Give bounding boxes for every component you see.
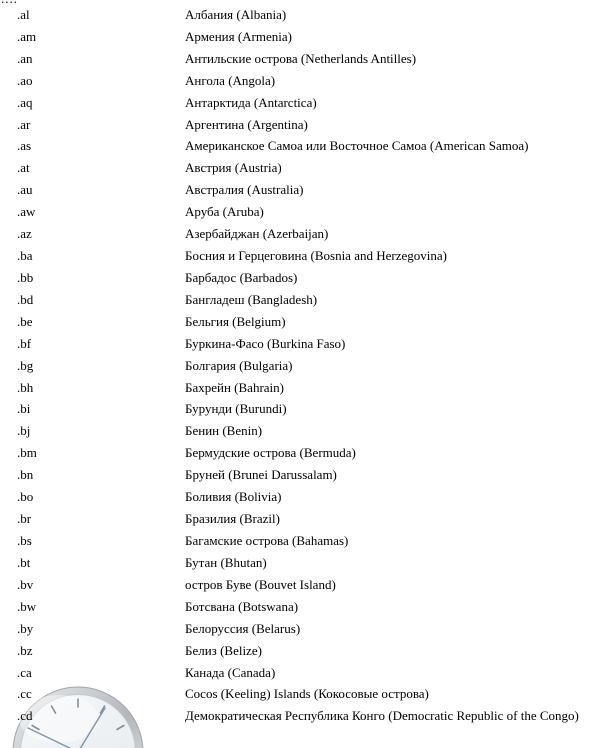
country-name: Канада (Canada) xyxy=(185,665,590,680)
table-row xyxy=(0,526,605,548)
country-name: Антарктида (Antarctica) xyxy=(185,95,590,110)
country-name: Бермудские острова (Bermuda) xyxy=(185,445,590,460)
tld-code: .at xyxy=(0,160,185,175)
tld-code: .bj xyxy=(0,423,185,438)
tld-code: .bi xyxy=(0,401,185,416)
tld-code: .au xyxy=(0,182,185,197)
tld-code: .bt xyxy=(0,555,185,570)
tld-code: .by xyxy=(0,621,185,636)
country-name: Демократическая Республика Конго (Democratic Republic of the Congo) xyxy=(185,708,590,723)
table-row xyxy=(0,66,605,88)
country-name: Боливия (Bolivia) xyxy=(185,489,590,504)
country-name: Армения (Armenia) xyxy=(185,29,590,44)
country-name: Бутан (Bhutan) xyxy=(185,555,590,570)
tld-code: .bd xyxy=(0,292,185,307)
tld-code: .cd xyxy=(0,708,185,723)
table-row xyxy=(0,175,605,197)
country-name: Белиз (Belize) xyxy=(185,643,590,658)
country-name: Аргентина (Argentina) xyxy=(185,117,590,132)
country-name: Босния и Герцеговина (Bosnia and Herzegovina) xyxy=(185,248,590,263)
country-name: Ботсвана (Botswana) xyxy=(185,599,590,614)
tld-code: .bb xyxy=(0,270,185,285)
country-name: Бангладеш (Bangladesh) xyxy=(185,292,590,307)
country-name: Бенин (Benin) xyxy=(185,423,590,438)
table-row xyxy=(0,417,605,439)
country-name: Болгария (Bulgaria) xyxy=(185,358,590,373)
table-row xyxy=(0,241,605,263)
country-name: Антильские острова (Netherlands Antilles) xyxy=(185,51,590,66)
country-name: Буркина-Фасо (Burkina Faso) xyxy=(185,336,590,351)
tld-code: .ar xyxy=(0,117,185,132)
country-name: Белоруссия (Belarus) xyxy=(185,621,590,636)
country-name: Бразилия (Brazil) xyxy=(185,511,590,526)
table-row xyxy=(0,636,605,658)
country-name: Азербайджан (Azerbaijan) xyxy=(185,226,590,241)
table-row xyxy=(0,570,605,592)
table-row xyxy=(0,285,605,307)
tld-code: .al xyxy=(0,7,185,22)
country-name: Ангола (Angola) xyxy=(185,73,590,88)
tld-code: .be xyxy=(0,314,185,329)
tld-code: .bs xyxy=(0,533,185,548)
table-row xyxy=(0,680,605,702)
table-row xyxy=(0,88,605,110)
table-row xyxy=(0,44,605,66)
tld-code: .ca xyxy=(0,665,185,680)
country-name: Cocos (Keeling) Islands (Кокосовые острова) xyxy=(185,686,590,701)
tld-code: .am xyxy=(0,29,185,44)
table-row xyxy=(0,219,605,241)
tld-code: .aq xyxy=(0,95,185,110)
table-row xyxy=(0,482,605,504)
table-row xyxy=(0,329,605,351)
table-row xyxy=(0,438,605,460)
tld-code: .cc xyxy=(0,686,185,701)
table-row xyxy=(0,153,605,175)
table-row xyxy=(0,0,605,22)
country-name: Багамские острова (Bahamas) xyxy=(185,533,590,548)
country-name: Австрия (Austria) xyxy=(185,160,590,175)
country-name: Австралия (Australia) xyxy=(185,182,590,197)
tld-code: .bw xyxy=(0,599,185,614)
country-name: Бельгия (Belgium) xyxy=(185,314,590,329)
tld-code: .aw xyxy=(0,204,185,219)
tld-code: .az xyxy=(0,226,185,241)
country-name: Барбадос (Barbados) xyxy=(185,270,590,285)
table-row xyxy=(0,263,605,285)
tld-code: .bm xyxy=(0,445,185,460)
table-row xyxy=(0,548,605,570)
country-name: Албания (Albania) xyxy=(185,7,590,22)
table-row xyxy=(0,351,605,373)
tld-code: .bf xyxy=(0,336,185,351)
table-row xyxy=(0,504,605,526)
tld-code: .bz xyxy=(0,643,185,658)
table-row xyxy=(0,592,605,614)
country-name: Американское Самоа или Восточное Самоа (American Samoa) xyxy=(185,138,590,153)
table-row xyxy=(0,614,605,636)
country-name: Бурунди (Burundi) xyxy=(185,401,590,416)
table-row xyxy=(0,197,605,219)
tld-code: .ao xyxy=(0,73,185,88)
country-name: Аруба (Aruba) xyxy=(185,204,590,219)
tld-code: .bn xyxy=(0,467,185,482)
table-row xyxy=(0,702,605,724)
tld-code: .ba xyxy=(0,248,185,263)
country-name: Бруней (Brunei Darussalam) xyxy=(185,467,590,482)
country-name: Бахрейн (Bahrain) xyxy=(185,380,590,395)
tld-code: .bh xyxy=(0,380,185,395)
table-row xyxy=(0,373,605,395)
table-row xyxy=(0,22,605,44)
table-row xyxy=(0,395,605,417)
tld-code: .br xyxy=(0,511,185,526)
tld-code: .bv xyxy=(0,577,185,592)
tld-code: .an xyxy=(0,51,185,66)
table-row xyxy=(0,132,605,154)
table-row xyxy=(0,658,605,680)
table-row xyxy=(0,110,605,132)
tld-code: .bg xyxy=(0,358,185,373)
tld-code: .as xyxy=(0,138,185,153)
clipped-text-fragment xyxy=(1,0,18,7)
tld-code: .bo xyxy=(0,489,185,504)
table-row xyxy=(0,460,605,482)
country-name: остров Буве (Bouvet Island) xyxy=(185,577,590,592)
table-row xyxy=(0,307,605,329)
